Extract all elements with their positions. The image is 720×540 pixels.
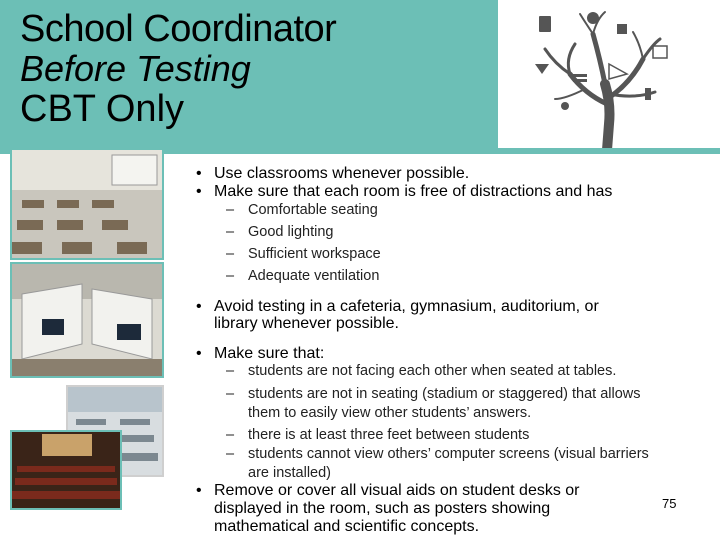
title-banner xyxy=(0,0,498,150)
computer-lab-photo xyxy=(10,262,164,378)
title-line-1: School Coordinator xyxy=(20,8,337,50)
page-number: 75 xyxy=(662,496,677,511)
classroom-photo xyxy=(10,148,164,260)
tree-icon xyxy=(525,4,675,150)
auditorium-photo xyxy=(10,430,122,510)
title-line-3: CBT Only xyxy=(20,88,185,130)
title-line-2: Before Testing xyxy=(20,48,251,89)
